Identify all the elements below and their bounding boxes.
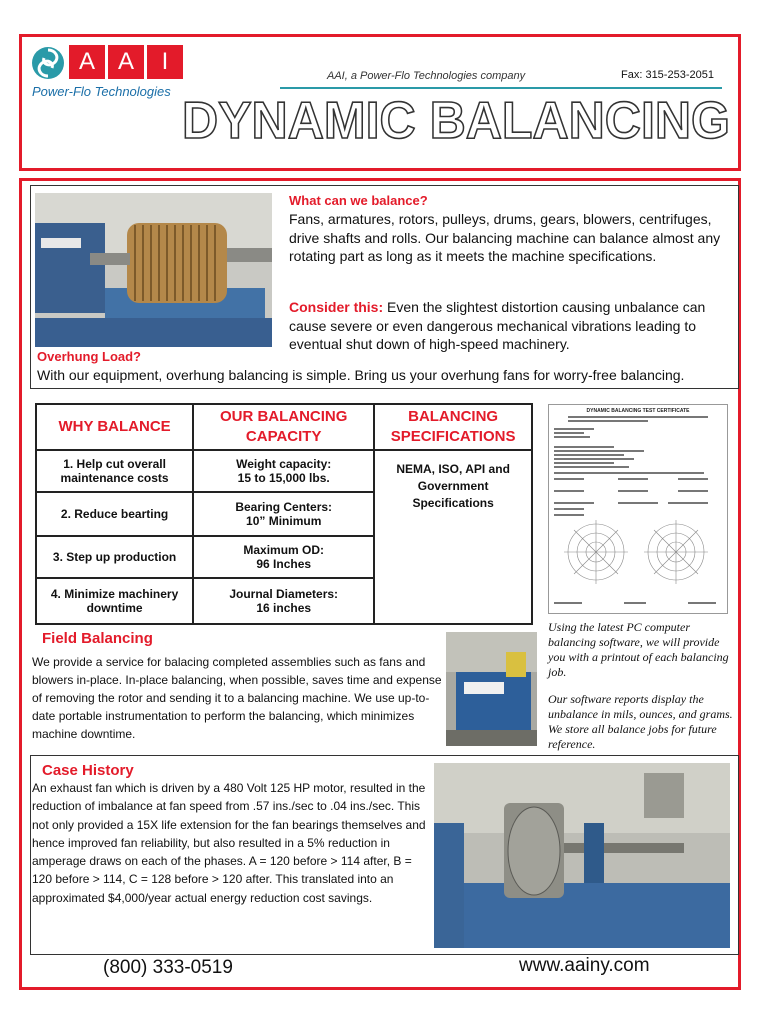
logo-letter-i: I	[147, 45, 183, 79]
header-specifications: BALANCING SPECIFICATIONS	[374, 404, 532, 450]
capacity-value: 10” Minimum	[246, 514, 322, 528]
logo-tagline: Power-Flo Technologies	[32, 84, 171, 99]
phone-number: (800) 333-0519	[103, 957, 233, 978]
why-item: 2. Reduce bearting	[36, 492, 193, 536]
consider-paragraph	[289, 298, 729, 354]
website-link[interactable]: www.aainy.com	[519, 955, 650, 976]
why-item: 1. Help cut overall maintenance costs	[36, 450, 193, 492]
field-balancing-heading: Field Balancing	[42, 630, 153, 647]
why-item: 3. Step up production	[36, 536, 193, 578]
capacity-label: Maximum OD:	[243, 543, 325, 557]
logo-swirl-icon	[31, 46, 65, 80]
software-note	[548, 620, 734, 752]
software-note-p1: Using the latest PC computer balancing software, we will provide you with a printout of each balancing job.	[548, 620, 729, 679]
consider-lead: Consider this:	[289, 299, 384, 315]
page-title	[178, 94, 734, 146]
header-divider	[280, 87, 722, 89]
capacity-label: Bearing Centers:	[235, 500, 333, 514]
capacity-value: 16 inches	[256, 601, 312, 615]
test-certificate-image	[548, 404, 728, 614]
logo-letter-a2: A	[108, 45, 144, 79]
overhung-heading: Overhung Load?	[37, 349, 141, 364]
what-text: Fans, armatures, rotors, pulleys, drums, gears, blowers, centrifuges, drive shafts and rolls. Our balancing machine can balance almost any rotating part as long as it meets the machine specifications.	[289, 211, 721, 264]
fax-number: Fax: 315-253-2051	[621, 69, 714, 81]
capacity-label: Journal Diameters:	[229, 587, 339, 601]
capacity-item	[193, 536, 374, 578]
consider-text: Even the slightest distortion causing unbalance can cause severe or even dangerous mechanical vibrations leading to eventual shut down of high-speed machinery.	[289, 299, 706, 352]
capacity-value: 96 Inches	[256, 557, 312, 571]
overhung-text: With our equipment, overhung balancing is simple. Bring us your overhung fans for worry-free balancing.	[37, 367, 685, 383]
exhaust-fan-photo	[434, 763, 730, 948]
balancing-table	[35, 403, 533, 625]
case-history-heading: Case History	[42, 762, 134, 779]
capacity-label: Weight capacity:	[236, 457, 332, 471]
logo-letter-a1: A	[69, 45, 105, 79]
field-balancing-text: We provide a service for balacing completed assemblies such as fans and blowers in-place. In-place balancing, when possible, saves time and expense of removing the rotor and sending it to a balancing machine. We use up-to-date portable instrumentation to perform the balancing, which minimizes machine downtime.	[32, 655, 442, 741]
header-capacity: OUR BALANCING CAPACITY	[193, 404, 374, 450]
capacity-value: 15 to 15,000 lbs.	[237, 471, 330, 485]
svg-text:DYNAMIC BALANCING: DYNAMIC BALANCING	[182, 94, 730, 146]
balancing-machine-photo	[35, 193, 272, 347]
what-heading: What can we balance?	[289, 193, 428, 208]
capacity-item	[193, 492, 374, 536]
capacity-item	[193, 450, 374, 492]
specifications-cell: NEMA, ISO, API and Government Specifications	[374, 450, 532, 624]
software-note-p2: Our software reports display the unbalance in mils, ounces, and grams. We store all balance jobs for future reference.	[548, 692, 733, 751]
capacity-item	[193, 578, 374, 624]
company-line: AAI, a Power-Flo Technologies company	[327, 70, 526, 82]
why-item: 4. Minimize machinery downtime	[36, 578, 193, 624]
certificate-title: DYNAMIC BALANCING TEST CERTIFICATE	[586, 408, 690, 414]
portable-instrument-photo	[446, 632, 537, 746]
case-history-text: An exhaust fan which is driven by a 480 Volt 125 HP motor, resulted in the reduction of imbalance at fan speed from .57 ins./sec to .04 ins./sec. This not only provided a 15X life extension for the fan bearings themselves and hence improved fan reliability, but also resulted in a 5% reduction in amperage draws on each of the phases. A = 120 before > 114 after, B = 120 before > 114, C = 128 before > 120 after. This translated into an approximated $4,000/year actual energy reduction cost savings.	[32, 781, 426, 905]
header-why-balance: WHY BALANCE	[36, 404, 193, 450]
